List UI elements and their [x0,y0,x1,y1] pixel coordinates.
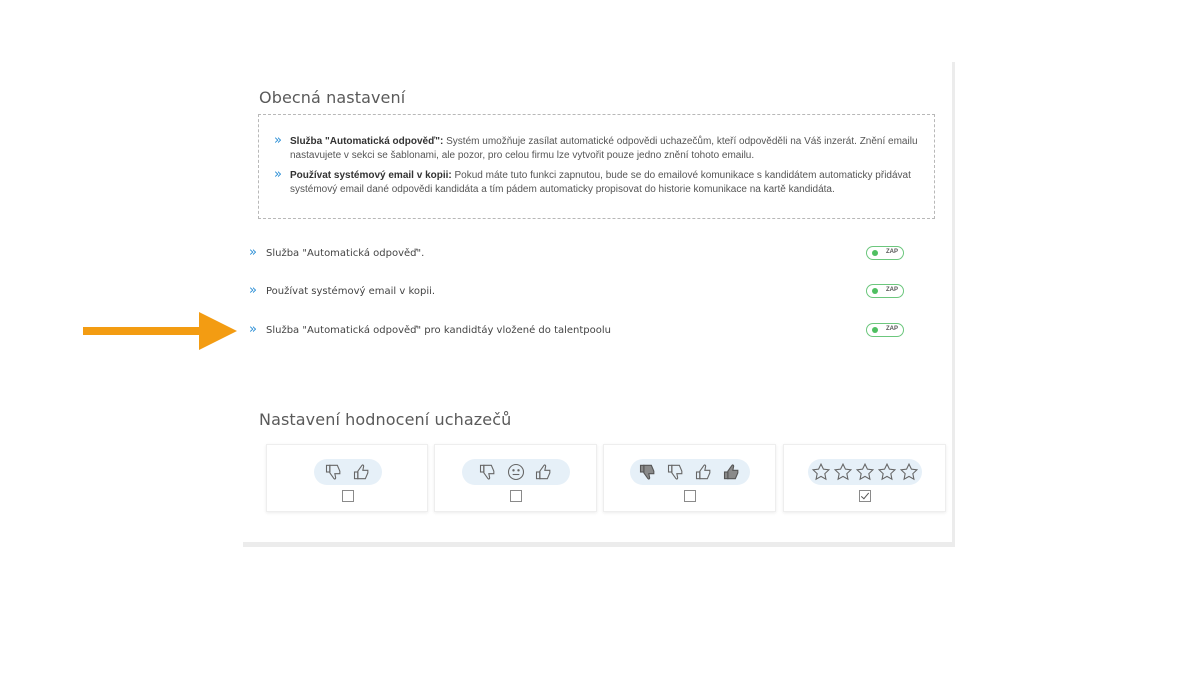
toggle-dot [872,250,878,256]
star-icon [855,462,875,482]
toggle-state: ZAP [886,287,898,293]
double-chevron-right-icon: » [249,283,257,298]
star-icon [877,462,897,482]
setting-row-talentpool-autoreply [249,323,904,341]
double-thumb-up-icon [722,462,742,482]
talentpool-autoreply-toggle[interactable] [866,323,904,337]
double-chevron-right-icon: » [249,245,257,260]
rating-option-checkbox-checked[interactable] [859,490,871,502]
info-box [258,114,935,219]
thumb-down-icon [478,462,498,482]
rating-icons [630,459,750,485]
thumb-down-icon [324,462,344,482]
info-item-copy-email [274,167,930,197]
autoreply-toggle[interactable] [866,246,904,260]
setting-label: Služba "Automatická odpověď" pro kandidtáy vložené do talentpoolu [266,325,612,336]
rating-option-checkbox[interactable] [684,490,696,502]
info-item-text: Pokud máte tuto funkci zapnutou, bude se do emailové komunikace s kandidátem automaticky přidávat systémový email dané odpovědi kandidáta a tím pádem automaticky propisovat do historie komunikace na kartě kandidáta. [290,170,911,195]
rating-option-card[interactable] [603,444,776,512]
thumb-up-icon [534,462,554,482]
copy-email-toggle[interactable] [866,284,904,298]
thumb-up-icon [352,462,372,482]
rating-settings-title: Nastavení hodnocení uchazečů [259,410,512,429]
double-chevron-right-icon: » [274,167,282,182]
neutral-face-icon [506,462,526,482]
rating-option-card[interactable] [783,444,946,512]
double-chevron-right-icon: » [274,133,282,148]
setting-label: Používat systémový email v kopii. [266,286,436,297]
thumb-up-icon [694,462,714,482]
thumb-down-icon [666,462,686,482]
rating-option-card[interactable] [266,444,428,512]
setting-row-copy-email [249,284,904,302]
annotation-arrow-icon [83,312,239,350]
toggle-state: ZAP [886,249,898,255]
rating-option-checkbox[interactable] [510,490,522,502]
rating-icons [314,459,382,485]
settings-panel [243,62,955,547]
star-icon [833,462,853,482]
star-icon [899,462,919,482]
rating-icons [808,459,922,485]
toggle-state: ZAP [886,326,898,332]
rating-option-checkbox[interactable] [342,490,354,502]
info-item-title: Používat systémový email v kopii: [290,170,452,181]
setting-row-autoreply [249,246,904,264]
info-item-text: Systém umožňuje zasílat automatické odpovědi uchazečům, kteří odpověděli na Váš inzerát. Znění emailu nastavujete v sekci se šablonami, ale pozor, pro celou firmu lze vytvořit pouze jedno znění tohoto emailu. [290,136,918,161]
rating-icons [462,459,570,485]
star-icon [811,462,831,482]
info-item-title: Služba "Automatická odpověď": [290,136,444,147]
general-settings-title: Obecná nastavení [259,88,406,107]
rating-option-card[interactable] [434,444,597,512]
double-thumb-down-icon [638,462,658,482]
setting-label: Služba "Automatická odpověď". [266,248,425,259]
info-item-autoreply [274,133,930,163]
toggle-dot [872,288,878,294]
toggle-dot [872,327,878,333]
double-chevron-right-icon: » [249,322,257,337]
